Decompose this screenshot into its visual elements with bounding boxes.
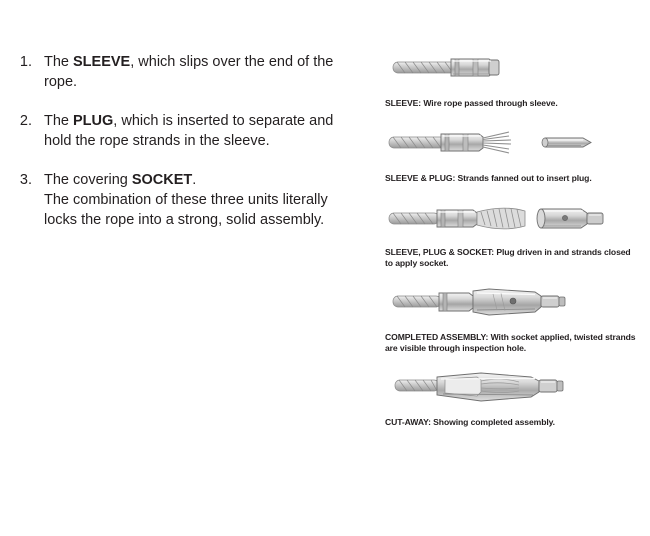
list-item xyxy=(8,170,353,230)
figure-caption-rest: With socket applied, twisted strands are visible through inspection hole. xyxy=(385,332,636,353)
sleeve-and-plug-icon xyxy=(385,123,640,171)
figure-caption xyxy=(385,332,640,353)
figure-caption-rest: Plug driven in and strands closed to apply socket. xyxy=(385,247,631,268)
figure-cut-away xyxy=(385,367,640,428)
list-item-text-lead: The covering xyxy=(44,172,132,188)
cut-away-illustration xyxy=(385,367,640,415)
figure-caption xyxy=(385,98,640,109)
list-item-text-lead: The xyxy=(44,113,74,129)
figure-caption xyxy=(385,247,640,268)
list-item-text xyxy=(44,111,353,151)
figure-sleeve-and-plug xyxy=(385,123,640,184)
list-item-text-tail: , which slips over the end of the rope. xyxy=(44,54,334,90)
completed-assembly-icon xyxy=(385,282,640,330)
figure-completed-assembly xyxy=(385,282,640,353)
sleeve-plug-socket-icon xyxy=(385,197,640,249)
figure-column xyxy=(385,48,640,442)
sleeve-illustration xyxy=(385,48,640,96)
cut-away-icon xyxy=(385,367,640,415)
list-item xyxy=(8,52,353,92)
list-item xyxy=(8,111,353,151)
list-item-text xyxy=(44,170,353,230)
instruction-list xyxy=(8,52,353,249)
figure-caption xyxy=(385,417,640,428)
figure-caption-rest: Wire rope passed through sleeve. xyxy=(421,98,558,108)
figure-caption-head: SLEEVE, PLUG & SOCKET: xyxy=(385,247,495,257)
figure-caption-head: COMPLETED ASSEMBLY: xyxy=(385,332,489,342)
list-item-number: 2. xyxy=(19,113,32,129)
figure-sleeve-plug-socket xyxy=(385,197,640,268)
figure-caption-head: CUT-AWAY: xyxy=(385,417,431,427)
figure-caption xyxy=(385,173,640,184)
list-item-keyword: SOCKET xyxy=(131,172,193,188)
figure-caption-head: SLEEVE & PLUG: xyxy=(385,172,456,183)
list-item-text-tail: . xyxy=(192,172,197,188)
list-item-keyword: PLUG xyxy=(73,113,114,129)
sleeve-icon xyxy=(385,48,640,96)
figure-caption-head: SLEEVE: xyxy=(385,98,422,108)
list-item-extra-text: The combination of these three units literally locks the rope into a strong, solid assembly. xyxy=(44,192,328,228)
figure-caption-rest: Showing completed assembly. xyxy=(430,417,555,427)
sleeve-plug-illustration xyxy=(385,123,640,171)
figure-caption-rest: Strands fanned out to insert plug. xyxy=(455,172,592,183)
list-item-text-lead: The xyxy=(44,54,74,70)
completed-assembly-illustration xyxy=(385,282,640,330)
list-item-number: 1. xyxy=(19,54,32,70)
figure-sleeve xyxy=(385,48,640,109)
list-item-number: 3. xyxy=(19,172,32,188)
list-item-text-tail: , which is inserted to separate and hold the rope strands in the sleeve. xyxy=(44,113,334,149)
list-item-keyword: SLEEVE xyxy=(73,54,131,70)
sleeve-plug-socket-illustration xyxy=(385,197,640,245)
list-item-text xyxy=(44,52,353,92)
